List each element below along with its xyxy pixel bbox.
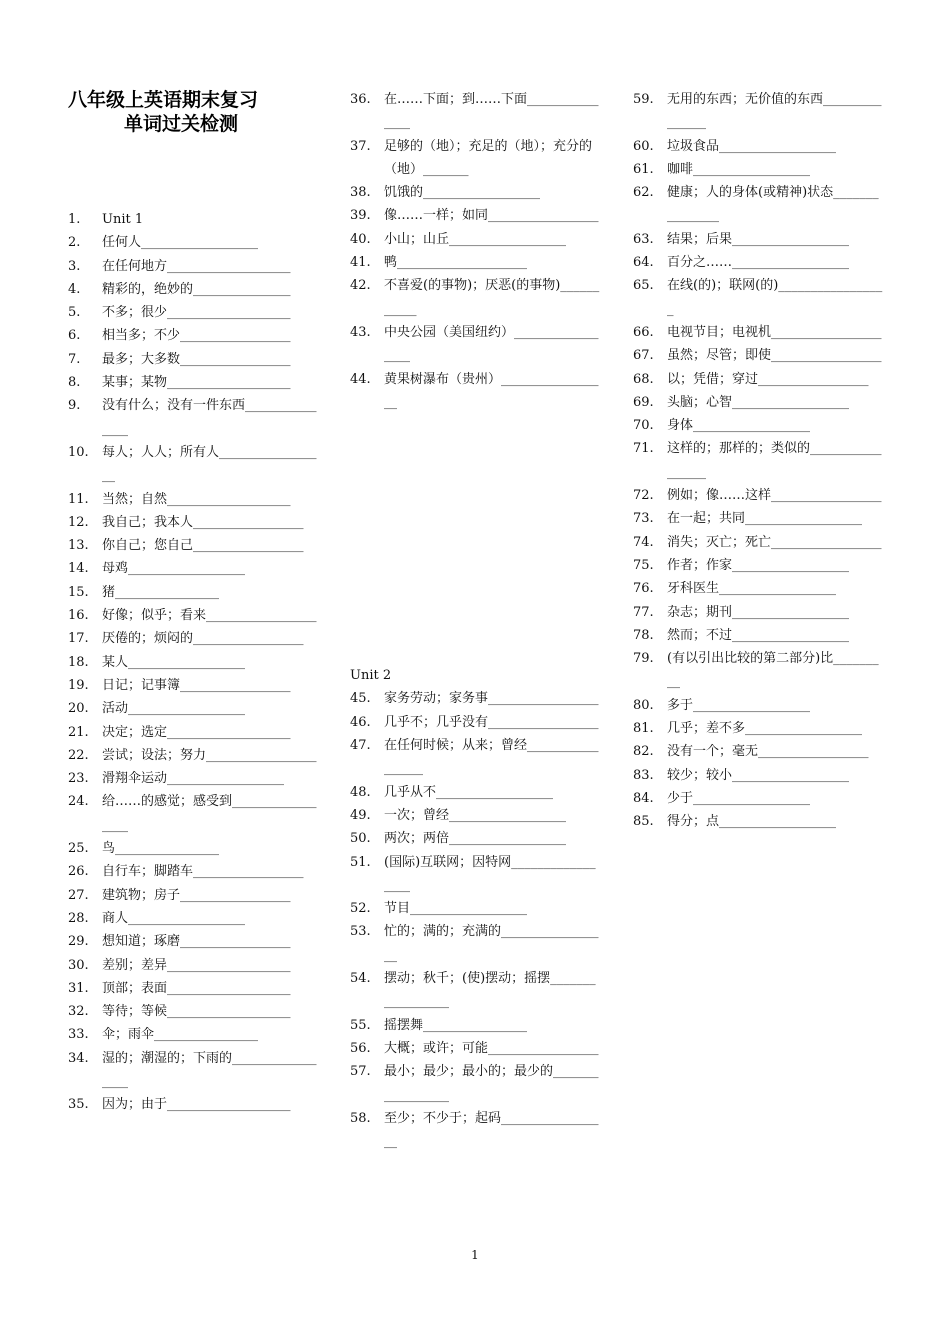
item-prompt: 建筑物；房子_________________ (102, 887, 291, 903)
item-number: 70. (633, 418, 654, 434)
item-prompt: 猪________________ (102, 584, 220, 600)
vocab-item (350, 851, 602, 898)
vocab-item (68, 557, 320, 580)
vocab-list-3 (633, 88, 885, 834)
blank-gap (350, 414, 602, 664)
vocab-item (350, 181, 602, 204)
item-prompt: 给……的感觉；感受到_________________ (102, 794, 317, 833)
vocab-item (68, 674, 320, 697)
item-prompt: 像……一样；如同_________________ (384, 208, 599, 224)
item-number: 76. (633, 581, 654, 597)
item-prompt: 摇摆舞________________ (384, 1017, 528, 1033)
item-number: 41. (350, 255, 371, 271)
item-prompt: 在一起；共同__________________ (667, 511, 863, 527)
vocab-item (633, 507, 885, 530)
item-prompt: 咖啡__________________ (667, 161, 811, 177)
item-number: 61. (633, 161, 654, 177)
item-number: 17. (68, 631, 89, 647)
item-prompt: 两次；两倍__________________ (384, 831, 567, 847)
item-prompt: 较少；较小__________________ (667, 767, 850, 783)
item-prompt: 尝试；设法；努力_________________ (102, 747, 317, 763)
item-prompt: 这样的；那样的；类似的_________________ (667, 441, 882, 480)
vocab-item (68, 371, 320, 394)
vocab-item (633, 810, 885, 833)
item-prompt: 然而；不过__________________ (667, 627, 850, 643)
vocab-item (68, 208, 320, 231)
vocab-item (68, 930, 320, 953)
vocab-item (350, 687, 602, 710)
vocab-item (68, 1047, 320, 1094)
item-number: 82. (633, 744, 654, 760)
item-number: 56. (350, 1040, 371, 1056)
vocab-item (633, 647, 885, 694)
vocab-item (350, 804, 602, 827)
item-prompt: 好像；似乎；看来_________________ (102, 608, 317, 624)
item-prompt: 少于__________________ (667, 790, 811, 806)
item-number: 9. (68, 398, 81, 414)
vocab-item (68, 604, 320, 627)
item-prompt: 身体__________________ (667, 418, 811, 434)
item-number: 50. (350, 831, 371, 847)
item-prompt: 商人__________________ (102, 910, 246, 926)
item-number: 7. (68, 351, 81, 367)
item-number: 77. (633, 604, 654, 620)
item-prompt: 以；凭借；穿过_________________ (667, 371, 869, 387)
item-prompt: 饥饿的__________________ (384, 185, 541, 201)
item-number: 18. (68, 654, 89, 670)
item-prompt: 没有一个；毫无_________________ (667, 744, 869, 760)
vocab-item (350, 1060, 602, 1107)
item-prompt: 在……下面；到……下面_______________ (384, 92, 599, 131)
item-prompt: 伞；雨伞________________ (102, 1027, 259, 1043)
item-number: 38. (350, 185, 371, 201)
vocab-item (633, 554, 885, 577)
item-prompt: 摆动；秋千；(使)摆动；摇摆_________________ (384, 971, 596, 1010)
item-number: 8. (68, 375, 81, 391)
vocab-item (68, 790, 320, 837)
vocab-item (68, 767, 320, 790)
item-prompt: 日记；记事簿_________________ (102, 677, 291, 693)
vocab-list-2b (350, 687, 602, 1153)
item-prompt: 几乎从不__________________ (384, 784, 554, 800)
item-prompt: 母鸡__________________ (102, 561, 246, 577)
item-number: 15. (68, 584, 89, 600)
vocab-item (350, 1037, 602, 1060)
vocab-item (68, 1023, 320, 1046)
item-prompt: 鸟________________ (102, 841, 220, 857)
item-number: 48. (350, 784, 371, 800)
item-prompt: 湿的；潮湿的；下雨的_________________ (102, 1050, 317, 1089)
page-number: 1 (471, 1248, 479, 1262)
item-prompt: 鸭____________________ (384, 255, 528, 271)
vocab-item (633, 624, 885, 647)
item-number: 45. (350, 691, 371, 707)
item-prompt: 虽然；尽管；即使_________________ (667, 348, 882, 364)
item-number: 39. (350, 208, 371, 224)
vocab-item (68, 441, 320, 488)
vocab-item (633, 764, 885, 787)
item-number: 65. (633, 278, 654, 294)
title-line-2: 单词过关检测 (124, 113, 239, 135)
item-number: 44. (350, 371, 371, 387)
item-number: 73. (633, 511, 654, 527)
item-number: 6. (68, 328, 81, 344)
item-prompt: 头脑；心智__________________ (667, 394, 850, 410)
item-prompt: 电视节目；电视机_________________ (667, 324, 882, 340)
item-prompt: 百分之……__________________ (667, 255, 850, 271)
vocab-item (350, 1107, 602, 1154)
item-number: 54. (350, 971, 371, 987)
item-prompt: 足够的（地）；充足的（地）；充分的（地）_______ (384, 138, 593, 177)
item-number: 53. (350, 924, 371, 940)
item-number: 72. (633, 488, 654, 504)
item-number: 40. (350, 231, 371, 247)
item-number: 55. (350, 1017, 371, 1033)
title-line-1: 八年级上英语期末复习 (68, 89, 259, 111)
vocab-item (350, 88, 602, 135)
vocab-item (68, 1000, 320, 1023)
item-prompt: 例如；像……这样_________________ (667, 488, 882, 504)
vocab-item (350, 321, 602, 368)
item-number: 31. (68, 980, 89, 996)
item-prompt: 作者；作家__________________ (667, 557, 850, 573)
vocab-item (633, 740, 885, 763)
item-number: 3. (68, 258, 81, 274)
item-number: 81. (633, 721, 654, 737)
vocab-list-1 (68, 208, 320, 1117)
item-number: 22. (68, 747, 89, 763)
item-prompt: 等待；等候___________________ (102, 1004, 291, 1020)
vocab-item (633, 251, 885, 274)
vocab-item (350, 135, 602, 182)
vocab-item (68, 977, 320, 1000)
vocab-item (633, 787, 885, 810)
item-prompt: 牙科医生__________________ (667, 581, 837, 597)
item-prompt: 某事；某物___________________ (102, 375, 291, 391)
item-prompt: 没有什么；没有一件东西_______________ (102, 398, 317, 437)
vocab-item (350, 368, 602, 415)
vocab-item (633, 531, 885, 554)
vocab-item (633, 414, 885, 437)
item-prompt: 忙的；满的；充满的_________________ (384, 924, 599, 963)
vocab-item (633, 181, 885, 228)
item-number: 30. (68, 957, 89, 973)
vocab-item (350, 920, 602, 967)
item-number: 24. (68, 794, 89, 810)
vocab-item (68, 394, 320, 441)
item-prompt: 因为；由于___________________ (102, 1097, 291, 1113)
item-number: 68. (633, 371, 654, 387)
item-number: 27. (68, 887, 89, 903)
vocab-item (68, 581, 320, 604)
vocab-list-2 (350, 88, 602, 414)
vocab-item (68, 627, 320, 650)
item-number: 84. (633, 790, 654, 806)
item-number: 63. (633, 231, 654, 247)
vocab-item (68, 697, 320, 720)
item-prompt: 我自己；我本人_________________ (102, 514, 304, 530)
vocab-item (350, 204, 602, 227)
unit-2-heading: Unit 2 (350, 668, 392, 684)
item-prompt: 最小；最少；最小的；最少的_________________ (384, 1064, 599, 1103)
page-title (68, 88, 320, 136)
vocab-item (350, 827, 602, 850)
item-number: 29. (68, 934, 89, 950)
vocab-item (68, 884, 320, 907)
item-prompt: 在任何地方___________________ (102, 258, 291, 274)
item-number: 11. (68, 491, 89, 507)
item-number: 52. (350, 901, 371, 917)
item-prompt: 无用的东西；无价值的东西_______________ (667, 92, 882, 131)
item-number: 74. (633, 534, 654, 550)
item-number: 51. (350, 854, 371, 870)
item-prompt: 厌倦的；烦闷的_________________ (102, 631, 304, 647)
vocab-item (633, 274, 885, 321)
item-number: 5. (68, 305, 81, 321)
item-prompt: 结果；后果__________________ (667, 231, 850, 247)
item-number: 62. (633, 185, 654, 201)
item-number: 37. (350, 138, 371, 154)
vocab-item (68, 511, 320, 534)
vocab-item (350, 781, 602, 804)
item-prompt: 最多；大多数_________________ (102, 351, 291, 367)
vocab-item (633, 577, 885, 600)
vocab-item (350, 274, 602, 321)
item-number: 85. (633, 814, 654, 830)
vocab-item (68, 907, 320, 930)
item-number: 19. (68, 677, 89, 693)
vocab-item (68, 231, 320, 254)
item-prompt: 健康；人的身体(或精神)状态_______________ (667, 185, 879, 224)
vocab-item (633, 601, 885, 624)
vocab-item (633, 717, 885, 740)
column-3 (633, 88, 885, 834)
item-number: 69. (633, 394, 654, 410)
vocab-item (633, 368, 885, 391)
item-prompt: 活动__________________ (102, 701, 246, 717)
item-prompt: 在任何时候；从来；曾经_________________ (384, 738, 599, 777)
vocab-item (68, 651, 320, 674)
title-spacer (68, 136, 320, 208)
vocab-item (68, 488, 320, 511)
item-prompt: 精彩的，绝妙的_______________ (102, 281, 291, 297)
item-number: 58. (350, 1110, 371, 1126)
vocab-item (350, 897, 602, 920)
item-prompt: 垃圾食品__________________ (667, 138, 837, 154)
item-number: 79. (633, 651, 654, 667)
item-prompt: 自行车；脚踏车_________________ (102, 864, 304, 880)
item-prompt: 每人；人人；所有人_________________ (102, 444, 317, 484)
item-number: 60. (633, 138, 654, 154)
item-number: 33. (68, 1027, 89, 1043)
vocab-item (68, 301, 320, 324)
item-number: 46. (350, 714, 371, 730)
item-prompt: 几乎；差不多__________________ (667, 721, 863, 737)
vocab-item (68, 721, 320, 744)
item-prompt: 顶部；表面___________________ (102, 980, 291, 996)
item-number: 36. (350, 92, 371, 107)
item-number: 26. (68, 864, 89, 880)
item-prompt: 多于__________________ (667, 697, 811, 713)
column-1 (68, 88, 320, 1117)
item-prompt: 黄果树瀑布（贵州）_________________ (384, 371, 599, 410)
item-prompt: 在线(的)；联网(的)_________________ (667, 278, 883, 317)
vocab-item (633, 694, 885, 717)
vocab-item (68, 860, 320, 883)
item-number: 34. (68, 1050, 89, 1066)
vocab-item (633, 88, 885, 135)
item-number: 59. (633, 92, 654, 107)
vocab-item (68, 534, 320, 557)
item-number: 23. (68, 771, 89, 787)
vocab-item (350, 967, 602, 1014)
item-prompt: 差别；差异___________________ (102, 957, 291, 973)
item-prompt: 中央公园（美国纽约）_________________ (384, 324, 599, 364)
item-number: 21. (68, 724, 89, 740)
item-number: 49. (350, 807, 371, 823)
vocab-item (633, 321, 885, 344)
vocab-item (350, 711, 602, 734)
item-prompt: 家务劳动；家务事_________________ (384, 691, 599, 707)
column-2 (350, 88, 602, 1153)
item-number: 43. (350, 324, 371, 340)
vocab-item (68, 954, 320, 977)
item-prompt: 大概；或许；可能_________________ (384, 1040, 599, 1056)
item-number: 25. (68, 841, 89, 857)
item-prompt: 某人__________________ (102, 654, 246, 670)
item-prompt: 你自己；您自己_________________ (102, 538, 304, 554)
item-number: 32. (68, 1004, 89, 1020)
vocab-item (633, 135, 885, 158)
item-number: 71. (633, 441, 654, 457)
item-prompt: 得分；点__________________ (667, 814, 837, 830)
item-prompt: 任何人__________________ (102, 235, 259, 251)
item-number: 2. (68, 235, 81, 251)
vocab-item (350, 228, 602, 251)
item-prompt: (国际)互联网；因特网_________________ (384, 854, 596, 893)
item-prompt: 消失；灭亡；死亡_________________ (667, 534, 882, 550)
item-prompt: 几乎不；几乎没有_________________ (384, 714, 599, 730)
item-number: 10. (68, 444, 89, 460)
vocab-item (633, 228, 885, 251)
item-number: 42. (350, 278, 371, 294)
item-number: 67. (633, 348, 654, 364)
item-number: 28. (68, 910, 89, 926)
item-number: 47. (350, 738, 371, 754)
vocab-item (68, 1093, 320, 1116)
item-number: 75. (633, 557, 654, 573)
item-number: 80. (633, 697, 654, 713)
vocab-item (633, 437, 885, 484)
vocab-item (68, 278, 320, 301)
vocab-item (633, 484, 885, 507)
item-prompt: Unit 1 (102, 212, 144, 227)
vocab-item (633, 344, 885, 367)
item-number: 14. (68, 561, 89, 577)
item-prompt: 当然；自然___________________ (102, 491, 291, 507)
vocab-item (350, 251, 602, 274)
item-number: 57. (350, 1064, 371, 1080)
item-number: 1. (68, 212, 81, 227)
vocab-item (633, 158, 885, 181)
vocab-item (68, 255, 320, 278)
item-number: 83. (633, 767, 654, 783)
item-prompt: 至少；不少于；起码_________________ (384, 1110, 599, 1150)
item-prompt: 一次；曾经__________________ (384, 807, 567, 823)
item-prompt: 相当多；不少_________________ (102, 328, 291, 344)
vocab-item (68, 348, 320, 371)
item-number: 13. (68, 538, 89, 554)
item-number: 20. (68, 701, 89, 717)
item-number: 12. (68, 514, 89, 530)
vocab-item (633, 391, 885, 414)
item-number: 35. (68, 1097, 89, 1113)
item-prompt: 想知道；琢磨_________________ (102, 934, 291, 950)
item-number: 78. (633, 627, 654, 643)
item-prompt: 决定；选定___________________ (102, 724, 291, 740)
item-prompt: 杂志；期刊__________________ (667, 604, 850, 620)
item-number: 16. (68, 608, 89, 624)
item-number: 4. (68, 281, 81, 297)
vocab-item (68, 324, 320, 347)
item-prompt: 不喜爱(的事物)；厌恶(的事物)___________ (384, 278, 600, 317)
item-prompt: 节目__________________ (384, 901, 528, 917)
vocab-item (350, 734, 602, 781)
item-prompt: 滑翔伞运动__________________ (102, 771, 285, 787)
item-number: 66. (633, 324, 654, 340)
item-prompt: 不多；很少___________________ (102, 305, 291, 321)
vocab-item (68, 744, 320, 767)
item-prompt: (有以引出比较的第二部分)比_________ (667, 651, 879, 690)
vocab-item (68, 837, 320, 860)
item-prompt: 小山；山丘__________________ (384, 231, 567, 247)
vocab-item (350, 1014, 602, 1037)
item-number: 64. (633, 255, 654, 271)
